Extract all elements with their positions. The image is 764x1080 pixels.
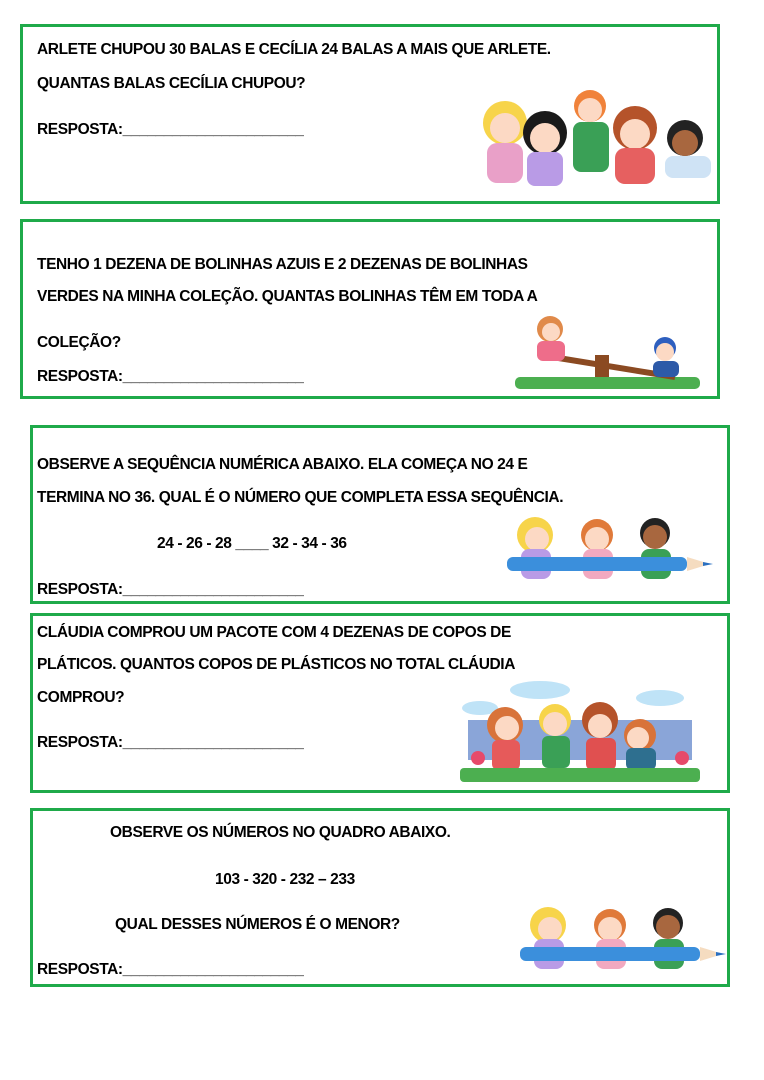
children-pencil-icon xyxy=(518,905,730,977)
question-2-line-1: TENHO 1 DEZENA DE BOLINHAS AZUIS E 2 DEZENAS DE BOLINHAS xyxy=(37,256,528,273)
question-3-line-2: TERMINA NO 36. QUAL É O NÚMERO QUE COMPLETA ESSA SEQUÊNCIA. xyxy=(37,489,564,506)
question-4-line-2: PLÁTICOS. QUANTOS COPOS DE PLÁSTICOS NO TOTAL CLÁUDIA xyxy=(37,656,515,673)
question-1-line-2: QUANTAS BALAS CECÍLIA CHUPOU? xyxy=(37,75,306,92)
question-5-line-1: OBSERVE OS NÚMEROS NO QUADRO ABAIXO. xyxy=(110,824,451,841)
question-4-line-1: CLÁUDIA COMPROU UM PACOTE COM 4 DEZENAS DE COPOS DE xyxy=(37,624,511,641)
answer-field-3[interactable]: RESPOSTA:______________________ xyxy=(37,581,304,598)
numbers-list: 103 - 320 - 232 – 233 xyxy=(215,871,355,888)
answer-field-5[interactable]: RESPOSTA:______________________ xyxy=(37,961,304,978)
children-garden-icon xyxy=(460,680,700,785)
number-sequence: 24 - 26 - 28 ____ 32 - 34 - 36 xyxy=(157,535,347,552)
seesaw-children-icon xyxy=(515,315,700,390)
question-5-prompt: QUAL DESSES NÚMEROS É O MENOR? xyxy=(115,916,400,933)
question-2-line-3: COLEÇÃO? xyxy=(37,334,121,351)
children-group-icon xyxy=(475,88,715,190)
answer-field-2[interactable]: RESPOSTA:______________________ xyxy=(37,368,304,385)
answer-field-1[interactable]: RESPOSTA:______________________ xyxy=(37,121,304,138)
question-4-line-3: COMPROU? xyxy=(37,689,125,706)
question-2-line-2: VERDES NA MINHA COLEÇÃO. QUANTAS BOLINHAS TÊM EM TODA A xyxy=(37,288,538,305)
question-1-line-1: ARLETE CHUPOU 30 BALAS E CECÍLIA 24 BALAS A MAIS QUE ARLETE. xyxy=(37,41,551,58)
question-3-line-1: OBSERVE A SEQUÊNCIA NUMÉRICA ABAIXO. ELA COMEÇA NO 24 E xyxy=(37,456,528,473)
answer-field-4[interactable]: RESPOSTA:______________________ xyxy=(37,734,304,751)
children-pencil-icon xyxy=(505,515,717,587)
